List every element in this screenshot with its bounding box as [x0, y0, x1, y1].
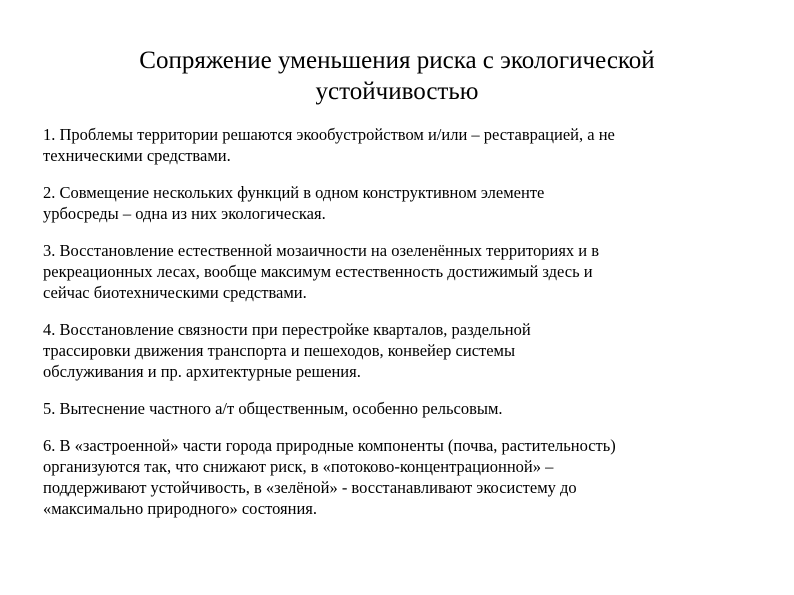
item-text-line: рекреационных лесах, вообще максимум естественность достижимый здесь и: [43, 262, 593, 281]
item-text-line: 5. Вытеснение частного а/т общественным, особенно рельсовым.: [43, 399, 503, 418]
item-text-line: организуются так, что снижают риск, в «потоково-концентрационной» –: [43, 457, 554, 476]
list-item: [43, 182, 763, 224]
item-text-line: 1. Проблемы территории решаются экообустройством и/или – реставрацией, а не: [43, 125, 615, 144]
item-text-line: поддерживают устойчивость, в «зелёной» - восстанавливают экосистему до: [43, 478, 577, 497]
item-text-line: «максимально природного» состояния.: [43, 499, 318, 518]
list-item: [43, 319, 763, 382]
list-item: [43, 435, 763, 519]
list-item: [43, 124, 763, 166]
item-text-line: 2. Совмещение нескольких функций в одном конструктивном элементе: [43, 183, 545, 202]
item-text-line: сейчас биотехническими средствами.: [43, 283, 307, 302]
list-item: [43, 398, 763, 419]
item-text-line: 3. Восстановление естественной мозаичности на озеленённых территориях и в: [43, 241, 600, 260]
item-text-line: 6. В «застроенной» части города природные компоненты (почва, растительность): [43, 436, 616, 455]
slide-title-line: Сопряжение уменьшения риска с экологической: [139, 47, 655, 74]
slide-title: [0, 45, 794, 107]
item-list: [43, 124, 763, 535]
item-text-line: трассировки движения транспорта и пешеходов, конвейер системы: [43, 341, 516, 360]
item-text-line: урбосреды – одна из них экологическая.: [43, 204, 326, 223]
list-item: [43, 240, 763, 303]
item-text-line: техническими средствами.: [43, 146, 231, 165]
item-text-line: обслуживания и пр. архитектурные решения.: [43, 362, 361, 381]
item-text-line: 4. Восстановление связности при перестройке кварталов, раздельной: [43, 320, 531, 339]
slide-title-line: устойчивостью: [315, 78, 479, 105]
